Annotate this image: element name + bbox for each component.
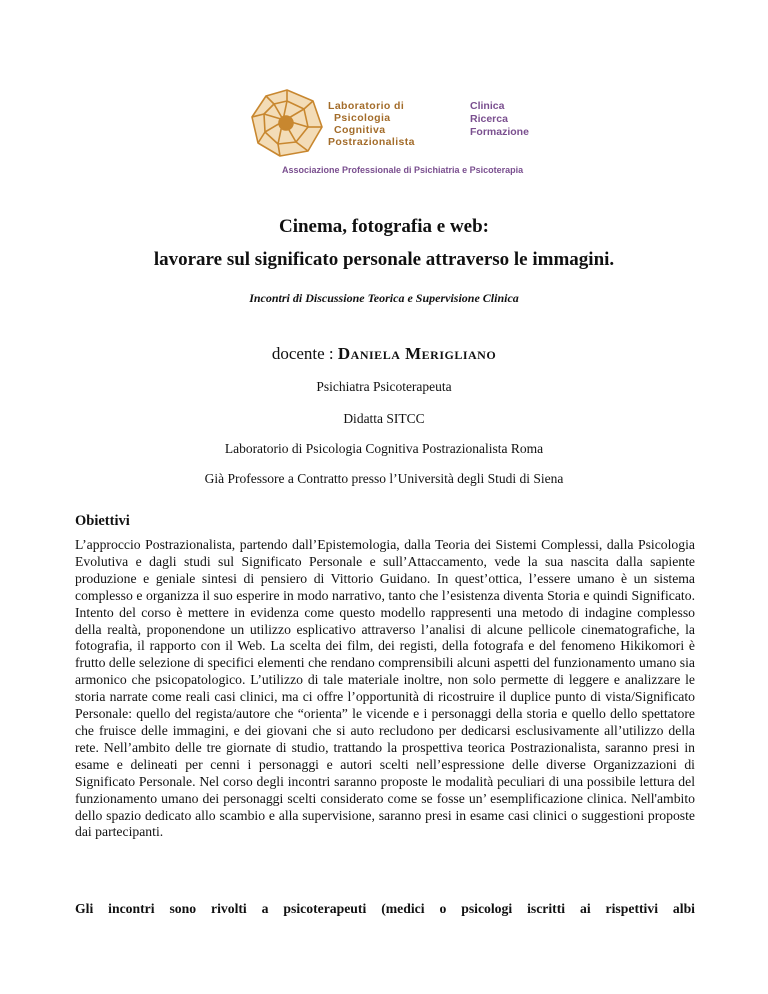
area-clinica: Clinica (470, 100, 505, 112)
lab-name-line: Psicologia (334, 112, 391, 124)
docente-line (0, 344, 768, 364)
page-subtitle: Incontri di Discussione Teorica e Supervisione Clinica (249, 291, 519, 305)
association-name: Associazione Professionale di Psichiatria e Psicoterapia (282, 165, 524, 175)
credential-line: Psichiatra Psicoterapeuta (316, 379, 452, 394)
lab-name (328, 100, 415, 148)
area-formazione: Formazione (470, 126, 529, 138)
header-logo (248, 85, 548, 185)
lab-name-line: Laboratorio di (328, 100, 405, 112)
docente-label: docente : (271, 344, 338, 363)
credential-line: Laboratorio di Psicologia Cognitiva Postrazionalista Roma (224, 441, 544, 456)
audience-paragraph: Gli incontri sono rivolti a psicoterapeuti (medici o psicologi iscritti ai rispettivi albi (75, 901, 695, 916)
area-ricerca: Ricerca (470, 113, 508, 125)
credential-line: Già Professore a Contratto presso l’Università degli Studi di Siena (204, 471, 564, 486)
credential-line: Didatta SITCC (343, 411, 425, 426)
lab-name-line: Postrazionalista (328, 136, 415, 148)
page-title-line2: lavorare sul significato personale attraverso le immagini. (153, 249, 615, 270)
lab-areas (470, 100, 529, 139)
page-title: Cinema, fotografia e web: (278, 216, 489, 237)
section-heading: Obiettivi (75, 513, 130, 529)
polyhedron-logo-icon (248, 87, 326, 159)
lab-name-line: Cognitiva (334, 124, 386, 136)
section-body: L’approccio Postrazionalista, partendo dall’Epistemologia, dalla Teoria dei Sistemi Complessi, dalla Psicologia Evolutiva e dagli studi sul Significato Personale e sull’Attaccamento, vede la sua nascita dalla sapiente produzione e geniale sintesi di pensiero di Vittorio Guidano. In quest’ottica, l’essere umano è un sistema complesso e organizza il suo esperire in modo narrativo, tanto che l’esistenza diventa Storia e quindi Significato. Intento del corso è mettere in evidenza come questo modello rappresenti una metodo di indagine complesso della realtà, proponendone un utilizzo esplicativo attraverso l’analisi di alcune pellicole cinematografiche, la fotografia, il rapporto con il Web. La scelta dei film, dei registi, della fotografa e del fenomeno Hikikomori è frutto delle selezione di specifici elementi che rendano comprensibili alcuni aspetti del funzionamento umano sia armonico che psicopatologico. L’utilizzo di tale materiale inoltre, non solo permette di leggere e analizzare le storia narrate come reali casi clinici, ma ci offre l’opportunità di ricostruire il duplice punto di vista/Significato Personale: quello del regista/autore che “orienta” le vicende e i personaggi della storia e quello dello spettatore che fruisce delle immagini, e dei giovani che si auto recludono per dedicarsi esclusivamente all’utilizzo della rete. Nell’ambito delle tre giornate di studio, trattando la prospettiva teorica Postrazionalista, saranno presi in esame e delineati per cenni i personaggi e autori scelti nell’espressione delle diverse Organizzazioni di Significato Personale. Nel corso degli incontri saranno proposte le modalità peculiari di una possibile lettura del funzionamento umano dei personaggi scelti considerato come se fosse un’ esemplificazione clinica. Nell'ambito dello spazio dedicato allo scambio e alla supervisione, saranno presi in esame casi clinici o suggestioni proposte dai partecipanti. (75, 537, 695, 840)
docente-name: Daniela Merigliano (337, 344, 497, 363)
